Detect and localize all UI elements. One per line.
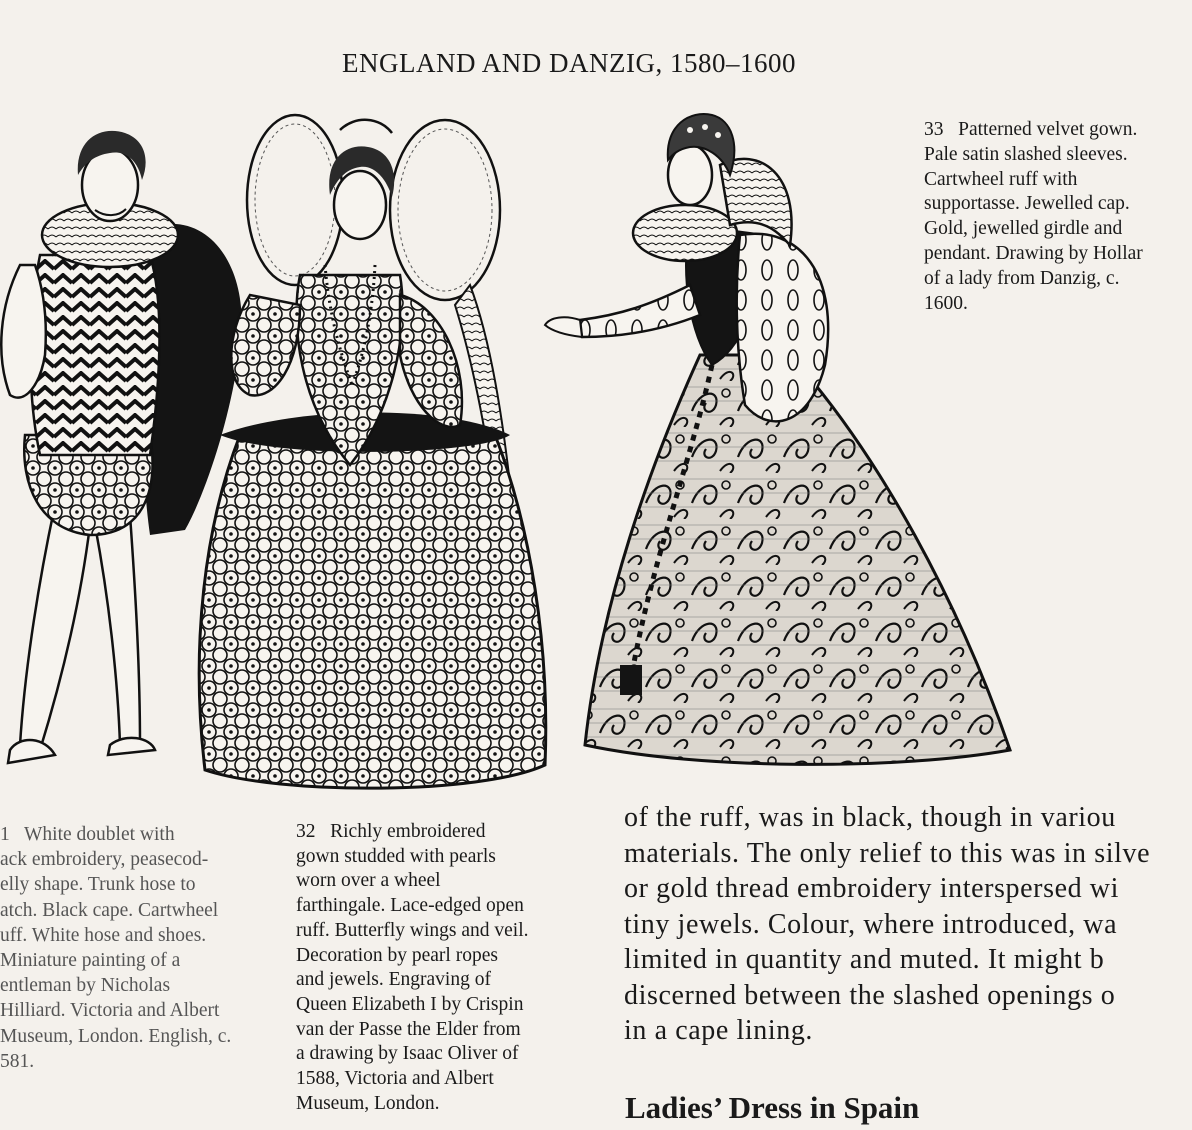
caption-figure-32: 32 Richly embroidered gown studded with pearls worn over a wheel farthingale. Lace-edged open ruff. Butterfly wings and veil. Decoration by pearl ropes and jewels. Engraving of Queen Elizabeth I by Crispin van der Passe the Elder from a drawing by Isaac Oliver of 1588, Victoria and Albert Museum, London. [296, 821, 529, 1114]
caption-figure-31: 1 White doublet with ack embroidery, peasecod- elly shape. Trunk hose to atch. Black cape. Cartwheel uff. White hose and shoes. Miniature painting of a entleman by Nicholas Hilliard. Victoria and Albert Museum, London. English, c. 581. [0, 824, 232, 1072]
queen-figure [199, 115, 546, 788]
caption-figure-33: 33 Patterned velvet gown. Pale satin slashed sleeves. Cartwheel ruff with supportasse. Jewelled cap. Gold, jewelled girdle and pendant. Drawing by Hollar of a lady from Danzig, c. 1600. [924, 119, 1143, 314]
section-heading: Ladies’ Dress in Spain [625, 1090, 920, 1125]
page-title: ENGLAND AND DANZIG, 1580–1600 [342, 48, 796, 78]
body-text: of the ruff, was in black, though in variou materials. The only relief to this was in silve or gold thread embroidery interspersed wi tiny jewels. Colour, where introduced, wa limited in quantity and muted. It might b discerned between the slashed openings o in a cape lining. [624, 802, 1151, 1046]
